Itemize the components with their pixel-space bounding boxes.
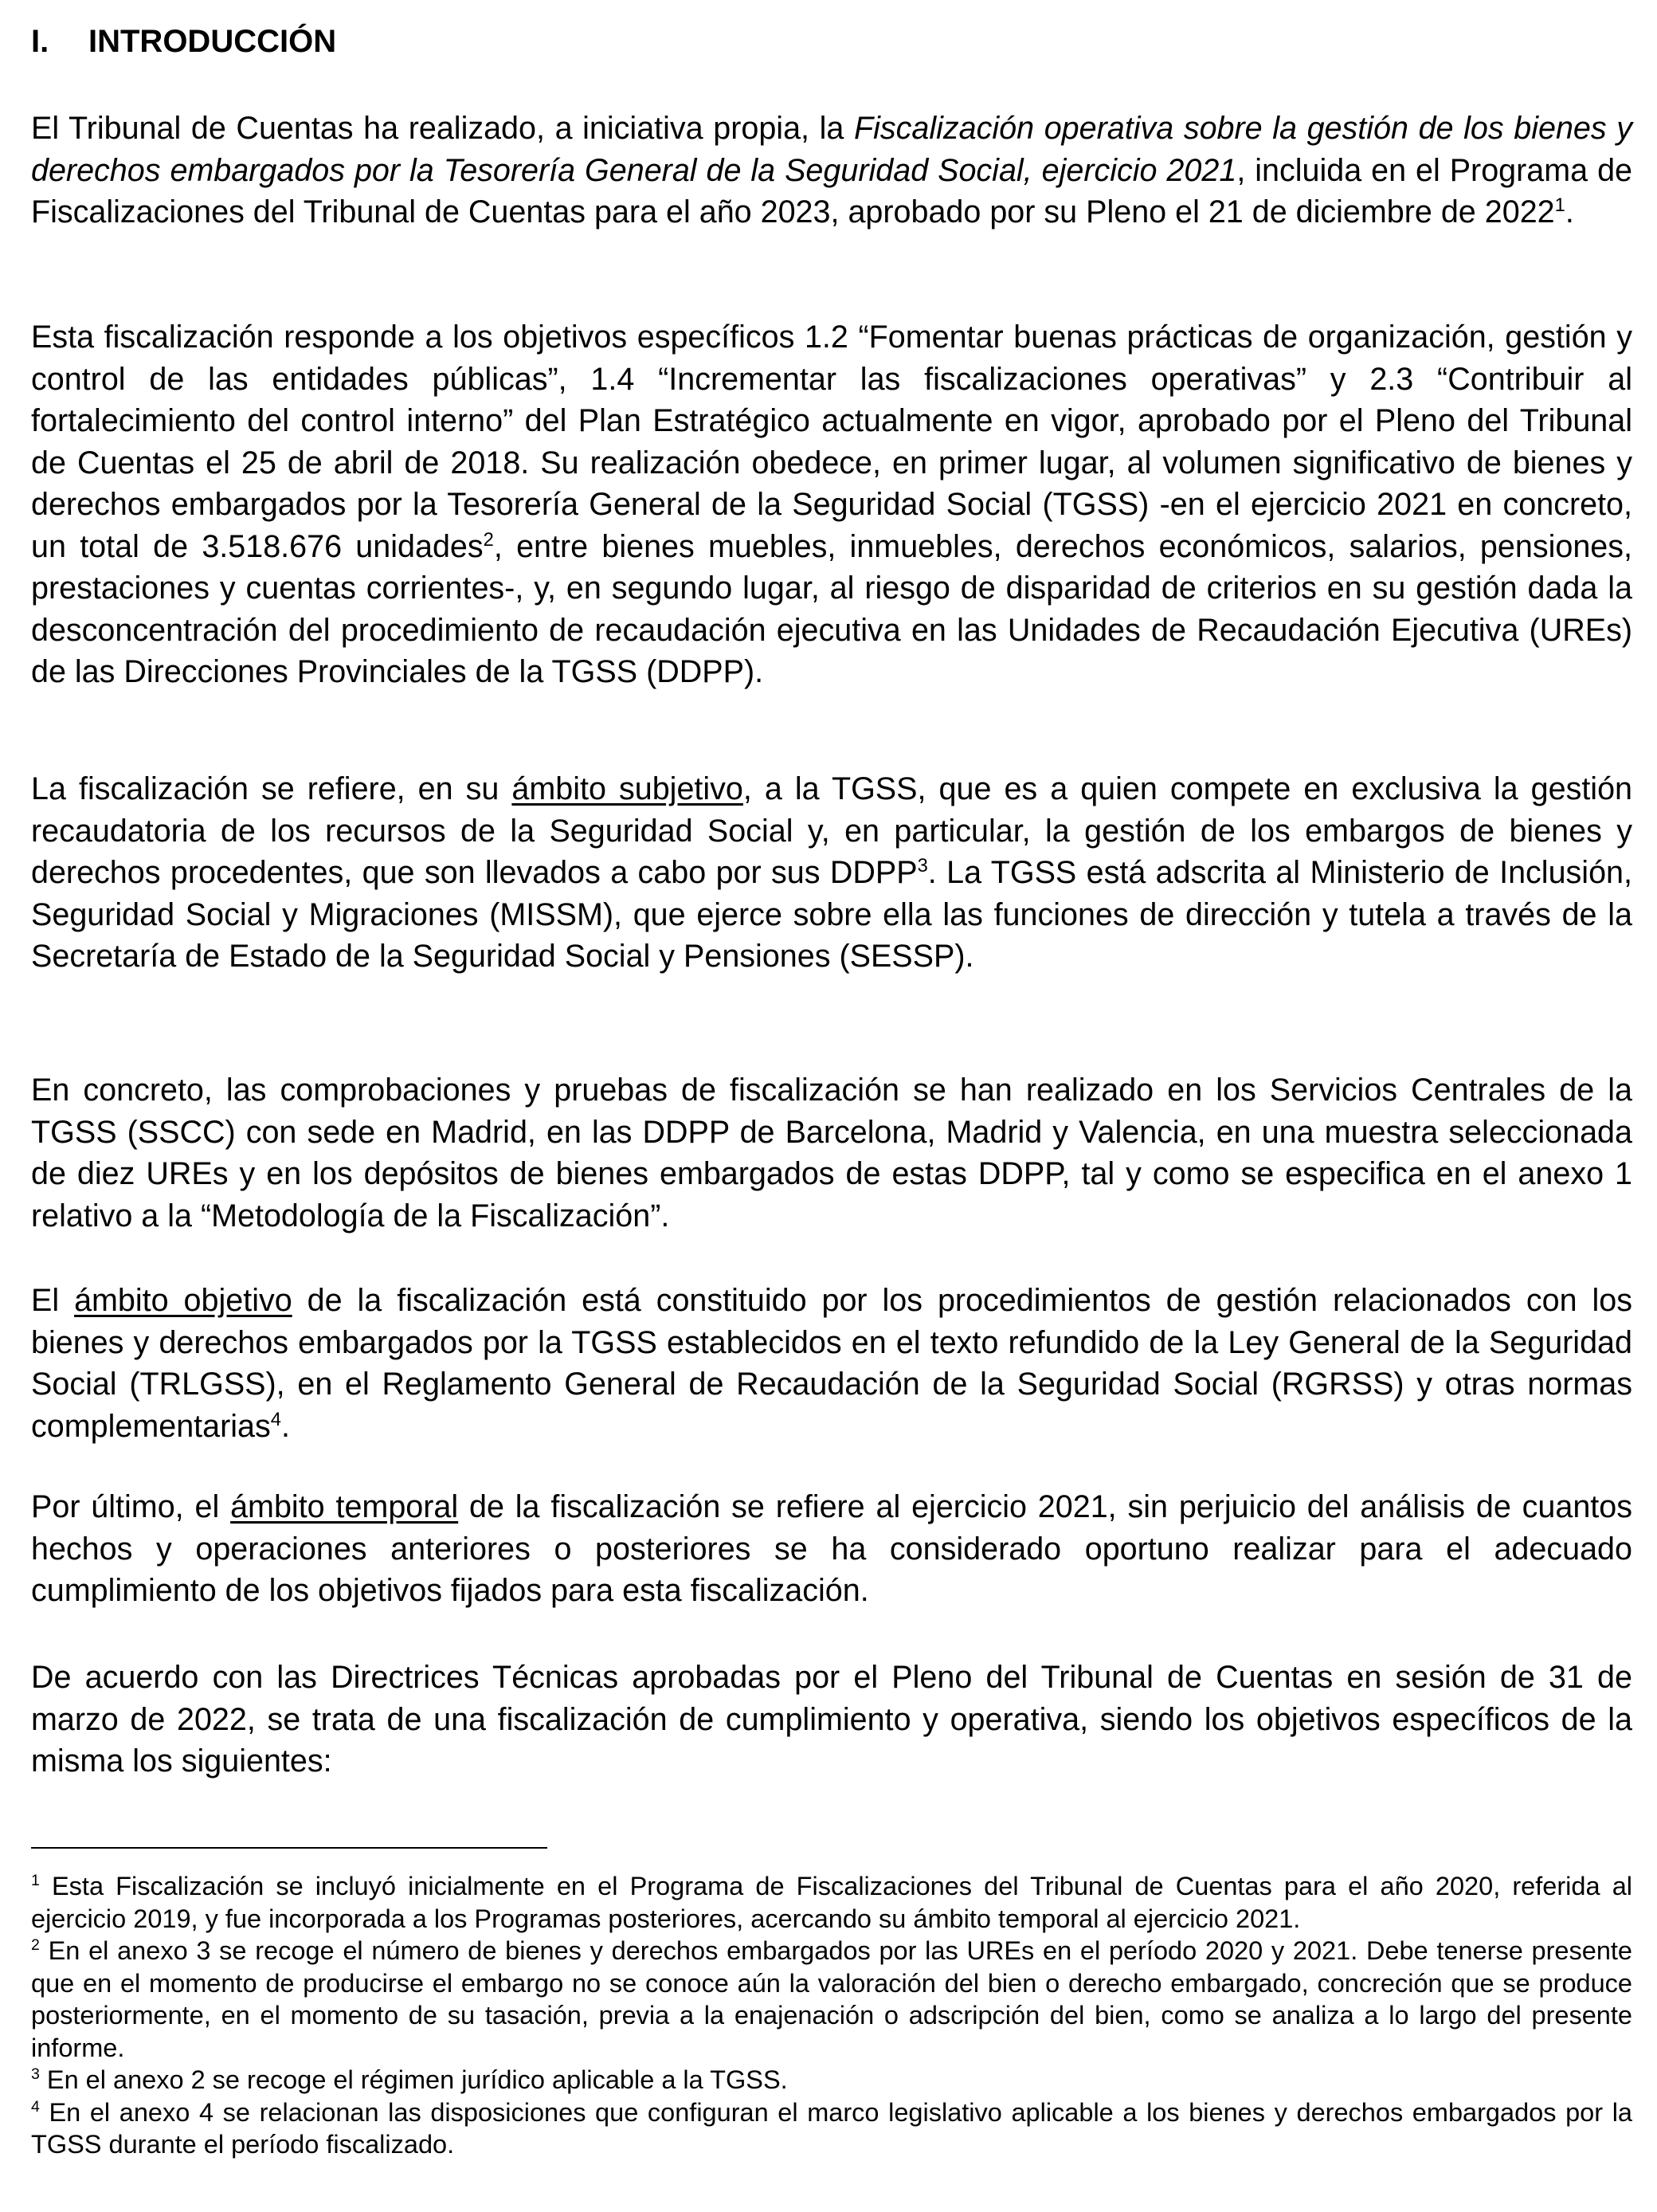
footnotes — [31, 1870, 1632, 2161]
paragraph-objective-scope — [31, 1280, 1632, 1447]
text-run: Esta fiscalización responde a los objetivos específicos 1.2 “Fomentar buenas prácticas de organización, gestión y control de las entidades públicas”, 1.4 “Incrementar las fiscalizaciones operativas” y 2.3 “Contribuir al fortalecimiento del control interno” del Plan Estratégico actualmente en vigor, aprobado por el Pleno del Tribunal de Cuentas el 25 de abril de 2018. Su realización obedece, en primer lugar, al volumen significativo de bienes y derechos embargados por la Tesorería General de la Seguridad Social (TGSS) -en el ejercicio 2021 en concreto, un total de 3.518.676 unidades — [31, 320, 1632, 564]
text-run: . — [1565, 194, 1574, 229]
text-run: En concreto, las comprobaciones y pruebas de fiscalización se han realizado en los Servicios Centrales de la TGSS (SSCC) con sede en Madrid, en las DDPP de Barcelona, Madrid y Valencia, en una muestra seleccionada de diez UREs y en los depósitos de bienes embargados de estas DDPP, tal y como se especifica en el anexo 1 relativo a la “Metodología de la Fiscalización”. — [31, 1073, 1632, 1233]
footnote-text: En el anexo 3 se recoge el número de bienes y derechos embargados por las UREs en el período 2020 y 2021. Debe tenerse presente que en el momento de producirse el embargo no se conoce aún la valoración del bien o derecho embargado, concreción que se produce posteriormente, en el momento de su tasación, previa a la enajenación o adscripción del bien, como se analiza a lo largo del presente informe. — [31, 1936, 1632, 2062]
underlined-term: ámbito objetivo — [74, 1283, 292, 1318]
footnote-4 — [31, 2096, 1632, 2161]
text-run: El Tribunal de Cuentas ha realizado, a iniciativa propia, la — [31, 111, 854, 146]
text-run: de la fiscalización está constituido por los procedimientos de gestión relacionados con los bienes y derechos embargados por la TGSS establecidos en el texto refundido de la Ley General de la Seguridad Social (TRLGSS), en el Reglamento General de Recaudación de la Seguridad Social (RGRSS) y otras normas complementarias — [31, 1283, 1632, 1444]
text-run: La fiscalización se refiere, en su — [31, 771, 512, 806]
footnote-reference: 1 — [1554, 194, 1565, 216]
footnote-text: En el anexo 2 se recoge el régimen jurídico aplicable a la TGSS. — [39, 2065, 788, 2094]
text-run: . La TGSS está adscrita al Ministerio de Inclusión, Seguridad Social y Migraciones (MISSM), que ejerce sobre ella las funciones de dirección y tutela a través de la Secretaría de Estado de la Seguridad Social y Pensiones (SESSP). — [31, 855, 1632, 974]
text-run: de la fiscalización se refiere al ejercicio 2021, sin perjuicio del análisis de cuantos hechos y operaciones anteriores o posteriores se ha considerado oportuno realizar para el adecuado cumplimiento de los objetivos fijados para esta fiscalización. — [31, 1489, 1632, 1608]
footnote-separator — [31, 1847, 547, 1849]
footnote-2 — [31, 1935, 1632, 2064]
footnote-text: Esta Fiscalización se incluyó inicialmente en el Programa de Fiscalizaciones del Tribunal de Cuentas para el año 2020, referida al ejercicio 2019, y fue incorporada a los Programas posteriores, acercando su ámbito temporal al ejercicio 2021. — [31, 1872, 1632, 1933]
footnote-reference: 2 — [483, 529, 494, 551]
paragraph-subjective-scope — [31, 768, 1632, 978]
section-heading — [31, 21, 336, 62]
footnote-mark: 2 — [31, 1936, 40, 1955]
paragraph-guidelines — [31, 1657, 1632, 1783]
footnote-1 — [31, 1870, 1632, 1935]
text-run: , incluida en el Programa de Fiscalizaciones del Tribunal de Cuentas para el año 2023, aprobado por su Pleno el 21 de diciembre de 2022 — [31, 152, 1633, 229]
italic-title: Fiscalización operativa sobre la gestión de los bienes y derechos embargados por la Tesorería General de la Seguridad Social, ejercicio 2021 — [31, 111, 1632, 188]
section-number: I. — [31, 24, 49, 59]
footnote-text: En el anexo 4 se relacionan las disposiciones que configuran el marco legislativo aplicable a los bienes y derechos embargados por la TGSS durante el período fiscalizado. — [31, 2097, 1632, 2159]
paragraph-objectives — [31, 316, 1632, 693]
footnote-reference: 3 — [917, 855, 928, 877]
text-run: . — [280, 1408, 290, 1444]
text-run: De acuerdo con las Directrices Técnicas aprobadas por el Pleno del Tribunal de Cuentas en sesión de 31 de marzo de 2022, se trata de una fiscalización de cumplimiento y operativa, siendo los objetivos específicos de la misma los siguientes: — [31, 1660, 1632, 1779]
paragraph-intro — [31, 108, 1632, 233]
paragraph-checks — [31, 1069, 1632, 1237]
footnote-3 — [31, 2064, 1632, 2096]
footnote-mark: 1 — [31, 1872, 40, 1890]
footnote-reference: 4 — [270, 1409, 281, 1430]
text-run: El — [31, 1283, 75, 1318]
underlined-term: ámbito subjetivo — [511, 771, 743, 806]
footnote-mark: 4 — [31, 2097, 40, 2116]
paragraph-temporal-scope — [31, 1486, 1632, 1612]
section-title: INTRODUCCIÓN — [88, 24, 337, 59]
underlined-term: ámbito temporal — [230, 1489, 459, 1524]
text-run: , a la TGSS, que es a quien compete en exclusiva la gestión recaudatoria de los recursos de la Seguridad Social y, en particular, la gestión de los embargos de bienes y derechos procedentes, que son llevados a cabo por sus DDPP — [31, 771, 1633, 890]
footnote-mark: 3 — [31, 2065, 40, 2084]
text-run: , entre bienes muebles, inmuebles, derechos económicos, salarios, pensiones, prestaciones y cuentas corrientes-, y, en segundo lugar, al riesgo de disparidad de criterios en su gestión dada la desconcentración del procedimiento de recaudación ejecutiva en las Unidades de Recaudación Ejecutiva (UREs) de las Direcciones Provinciales de la TGSS (DDPP). — [31, 528, 1632, 689]
text-run: Por último, el — [31, 1489, 231, 1524]
